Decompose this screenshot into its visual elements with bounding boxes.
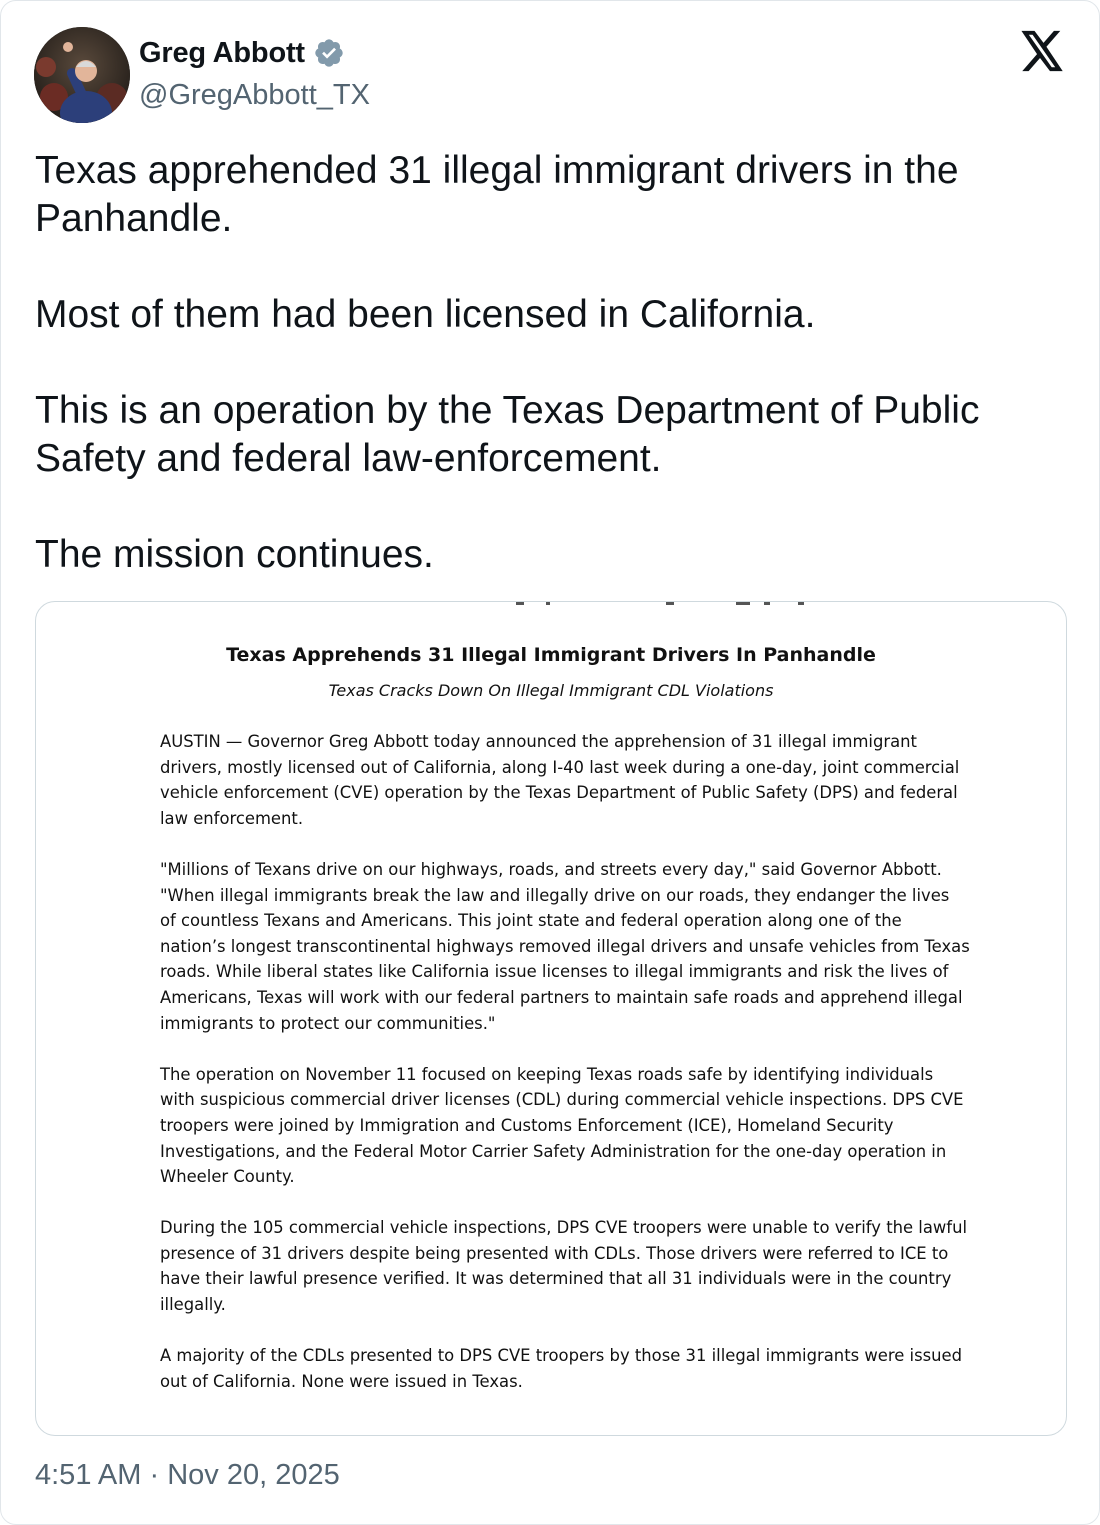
timestamp-separator: · <box>149 1459 160 1491</box>
author-display-name[interactable]: Greg Abbott <box>139 36 305 69</box>
press-release-paragraph: "Millions of Texans drive on our highways, roads, and streets every day," said Governor Abbott. "When illegal immigrants break the law and illegally drive on our roads, they endanger the lives of countless Texans and Americans. This joint state and federal operation along one of the nation’s longest transcontinental highways removed illegal drivers and unsafe vehicles from Texas roads. While liberal states like California issue licenses to illegal immigrants and risk the lives of Americans, Texas will work with our federal partners to maintain safe roads and apprehend illegal immigrants to protect our communities." <box>160 859 970 1033</box>
x-logo-icon[interactable] <box>1019 29 1065 73</box>
cropped-text-fragment <box>506 602 806 606</box>
press-release-image[interactable] <box>35 601 1067 1436</box>
author-avatar[interactable] <box>34 27 130 123</box>
press-release-paragraph: A majority of the CDLs presented to DPS CVE troopers by those 31 illegal immigrants were issued out of California. None were issued in Texas. <box>160 1346 963 1391</box>
press-release-paragraph: The operation on November 11 focused on keeping Texas roads safe by identifying individuals with suspicious commercial driver licenses (CDL) during commercial vehicle inspections. DPS CVE troopers were joined by Immigration and Customs Enforcement (ICE), Homeland Security Investigations, and the Federal Motor Carrier Safety Administration for the one-day operation in Wheeler County. <box>160 1064 964 1187</box>
press-release-title: Texas Apprehends 31 Illegal Immigrant Drivers In Panhandle <box>226 644 876 666</box>
tweet-paragraph: The mission continues. <box>35 533 434 576</box>
tweet-paragraph: Most of them had been licensed in California. <box>35 293 816 336</box>
press-release-body <box>160 729 970 1420</box>
verified-badge-icon[interactable] <box>313 37 345 69</box>
press-release-paragraph: AUSTIN — Governor Greg Abbott today announced the apprehension of 31 illegal immigrant drivers, mostly licensed out of California, along I-40 last week during a one-day, joint commercial vehicle enforcement (CVE) operation by the Texas Department of Public Safety (DPS) and federal law enforcement. <box>160 732 960 828</box>
tweet-paragraph: This is an operation by the Texas Department of Public Safety and federal law-enforcement. <box>35 389 980 480</box>
tweet-time[interactable]: 4:51 AM <box>35 1459 142 1491</box>
avatar-photo-icon <box>34 27 130 123</box>
tweet-text <box>35 147 1065 579</box>
tweet-paragraph: Texas apprehended 31 illegal immigrant drivers in the Panhandle. <box>35 149 959 240</box>
tweet-timestamp[interactable] <box>35 1459 340 1492</box>
author-name-row[interactable] <box>139 35 345 71</box>
author-handle[interactable]: @GregAbbott_TX <box>139 79 370 111</box>
tweet-date[interactable]: Nov 20, 2025 <box>167 1459 340 1491</box>
press-release-subtitle: Texas Cracks Down On Illegal Immigrant CDL Violations <box>328 681 774 700</box>
press-release-paragraph: During the 105 commercial vehicle inspections, DPS CVE troopers were unable to verify the lawful presence of 31 drivers despite being presented with CDLs. Those drivers were referred to ICE to have their lawful presence verified. It was determined that all 31 individuals were in the country illegally. <box>160 1218 968 1315</box>
